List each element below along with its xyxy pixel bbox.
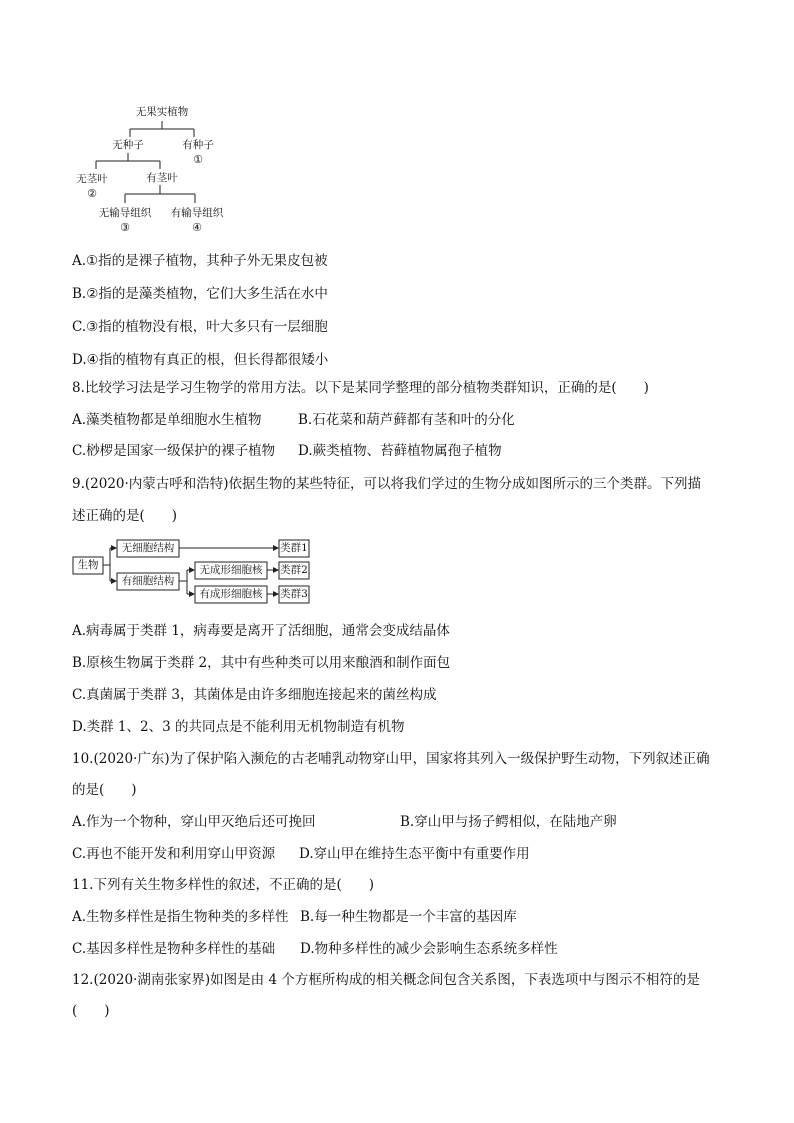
- q11-stem: 11.下列有关生物多样性的叙述，不正确的是( ): [72, 877, 375, 893]
- tree-marker-4: ④: [192, 221, 202, 234]
- q9-option-c: C.真菌属于类群 3，其菌体是由许多细胞连接起来的菌丝构成: [72, 687, 437, 703]
- q10-option-a: A.作为一个物种，穿山甲灭绝后还可挽回: [72, 814, 316, 830]
- diagram-no-nucleus: 无成形细胞核: [199, 564, 263, 576]
- q9-option-a: A.病毒属于类群 1，病毒要是离开了活细胞，通常会变成结晶体: [72, 623, 450, 639]
- diagram-group-2: 类群2: [280, 564, 308, 576]
- q10-stem-line1: 10.(2020·广东)为了保护陷入濒危的古老哺乳动物穿山甲，国家将其列入一级保护野生动物，下列叙述正确: [72, 751, 710, 767]
- q8-option-d: D.蕨类植物、苔藓植物属孢子植物: [298, 443, 502, 459]
- tree-has-stem: 有茎叶: [146, 172, 178, 184]
- q9-stem-line1: 9.(2020·内蒙古呼和浩特)依据生物的某些特征，可以将我们学过的生物分成如图所示的三个类群。下列描: [72, 476, 702, 492]
- tree-has-vascular: 有输导组织: [170, 207, 224, 219]
- q7-option-a: A.①指的是裸子植物，其种子外无果皮包被: [72, 253, 328, 269]
- diagram-group-1: 类群1: [280, 542, 308, 554]
- q10-option-d: D.穿山甲在维持生态平衡中有重要作用: [299, 846, 530, 862]
- q9-option-b: B.原核生物属于类群 2，其中有些种类可以用来酿酒和制作面包: [72, 655, 451, 671]
- tree-no-seed: 无种子: [112, 139, 144, 151]
- q7-option-c: C.③指的植物没有根，叶大多只有一层细胞: [72, 319, 328, 335]
- tree-has-seed: 有种子: [182, 139, 214, 151]
- tree-marker-1: ①: [193, 153, 203, 166]
- q11-option-d: D.物种多样性的减少会影响生态系统多样性: [300, 941, 558, 957]
- q11-option-c: C.基因多样性是物种多样性的基础: [72, 941, 276, 957]
- q12-stem-line2: ( ): [72, 1003, 110, 1019]
- tree-root: 无果实植物: [135, 106, 189, 118]
- q11-option-a: A.生物多样性是指生物种类的多样性: [72, 909, 289, 925]
- diagram-group-3: 类群3: [280, 588, 308, 600]
- q9-stem-line2: 述正确的是( ): [72, 508, 178, 524]
- q8-stem: 8.比较学习法是学习生物学的常用方法。以下是某同学整理的部分植物类群知识，正确的是( ): [72, 380, 649, 396]
- diagram-has-nucleus: 有成形细胞核: [199, 588, 263, 600]
- diagram-no-cell-structure: 无细胞结构: [121, 542, 175, 554]
- tree-no-vascular: 无输导组织: [98, 207, 152, 219]
- tree-marker-3: ③: [120, 221, 130, 234]
- q10-option-c: C.再也不能开发和利用穿山甲资源: [72, 846, 276, 862]
- q8-option-c: C.桫椤是国家一级保护的裸子植物: [72, 443, 276, 459]
- q10-option-b: B.穿山甲与扬子鳄相似，在陆地产卵: [400, 814, 617, 830]
- diagram-has-cell-structure: 有细胞结构: [121, 575, 175, 587]
- q8-option-a: A.藻类植物都是单细胞水生植物: [72, 412, 262, 428]
- q10-stem-line2: 的是( ): [72, 782, 137, 798]
- q7-option-d: D.④指的植物有真正的根，但长得都很矮小: [72, 352, 329, 368]
- q8-option-b: B.石花菜和葫芦藓都有茎和叶的分化: [298, 412, 515, 428]
- diagram-organism: 生物: [77, 559, 99, 571]
- q12-stem-line1: 12.(2020·湖南张家界)如图是由 4 个方框所构成的相关概念间包含关系图，下表选项中与图示不相符的是: [72, 972, 700, 988]
- q9-option-d: D.类群 1、2、3 的共同点是不能利用无机物制造有机物: [72, 719, 405, 735]
- tree-marker-2: ②: [87, 187, 97, 200]
- q11-option-b: B.每一种生物都是一个丰富的基因库: [300, 909, 517, 925]
- tree-no-stem: 无茎叶: [76, 173, 108, 185]
- q7-option-b: B.②指的是藻类植物，它们大多生活在水中: [72, 286, 328, 302]
